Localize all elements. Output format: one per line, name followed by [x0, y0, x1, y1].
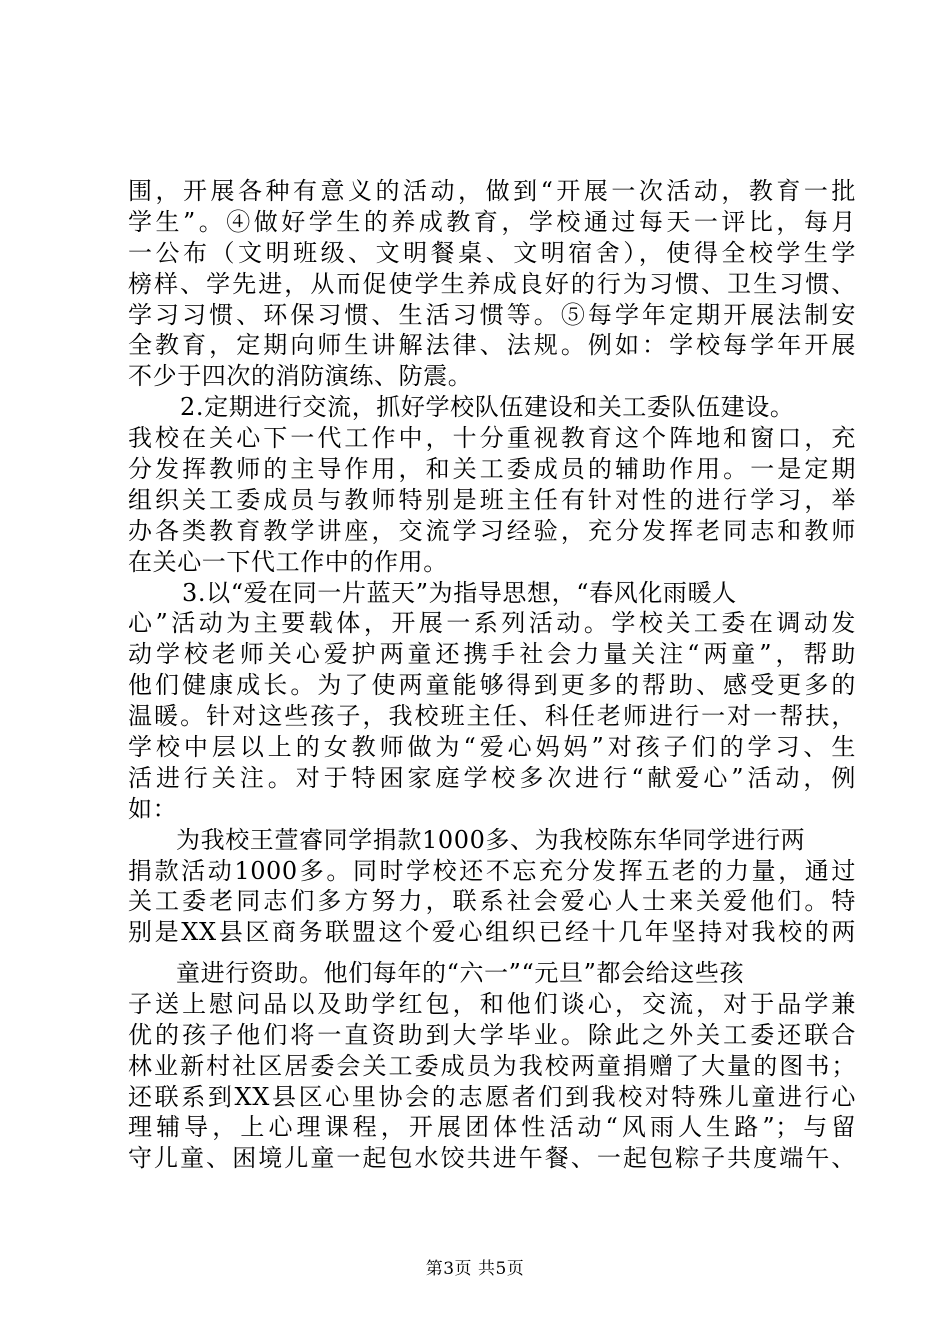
- text-line: 关工委老同志们多方努力，联系社会爱心人士来关爱他们。特: [128, 887, 856, 916]
- text-line: 学习习惯、环保习惯、生活习惯等。⑤每学年定期开展法制安: [128, 300, 856, 329]
- text-line: 全教育，定期向师生讲解法律、法规。例如：学校每学年开展: [128, 331, 856, 360]
- text-line: 动学校老师关心爱护两童还携手社会力量关注“两童”，帮助: [128, 640, 856, 669]
- text-line: 在关心一下代工作中的作用。: [128, 547, 448, 576]
- text-line: 如：: [128, 794, 178, 823]
- text-line: 理辅导，上心理课程，开展团体性活动“风雨人生路”；与留: [128, 1113, 856, 1142]
- text-line: 子送上慰问品以及助学红包，和他们谈心，交流，对于品学兼: [128, 989, 856, 1018]
- text-line: 一公布（文明班级、文明餐桌、文明宿舍），使得全校学生学: [128, 238, 856, 267]
- text-line-paragraph-start: 为我校王萱睿同学捐款1000多、为我校陈东华同学进行两: [176, 825, 806, 854]
- text-line: 学生”。④做好学生的养成教育，学校通过每天一评比，每月: [128, 207, 856, 236]
- page-number-footer: 第3页 共5页: [425, 1259, 525, 1279]
- text-line: 活进行关注。对于特困家庭学校多次进行“献爱心”活动，例: [128, 763, 856, 792]
- text-line: 守儿童、困境儿童一起包水饺共进午餐、一起包粽子共度端午、: [128, 1144, 856, 1173]
- text-line: 不少于四次的消防演练、防震。: [128, 362, 473, 391]
- text-line-paragraph-start: 童进行资助。他们每年的“六一”“元旦”都会给这些孩: [176, 959, 745, 987]
- text-line: 分发挥教师的主导作用，和关工委成员的辅助作用。一是定期: [128, 455, 856, 484]
- text-line: 组织关工委成员与教师特别是班主任有针对性的进行学习，举: [128, 485, 856, 514]
- text-line: 榜样、学先进，从而促使学生养成良好的行为习惯、卫生习惯、: [128, 269, 856, 298]
- text-line: 我校在关心下一代工作中，十分重视教育这个阵地和窗口，充: [128, 424, 856, 453]
- body-text-upper: [128, 176, 856, 948]
- body-text-lower: [128, 958, 856, 1174]
- text-line: 温暖。针对这些孩子，我校班主任、科任老师进行一对一帮扶，: [128, 702, 856, 731]
- text-line: 学校中层以上的女教师做为“爱心妈妈”对孩子们的学习、生: [128, 733, 856, 762]
- text-line: 林业新村社区居委会关工委成员为我校两童捐赠了大量的图书；: [128, 1051, 856, 1080]
- text-line: 围，开展各种有意义的活动，做到“开展一次活动，教育一批: [128, 177, 856, 205]
- text-line: 优的孩子他们将一直资助到大学毕业。除此之外关工委还联合: [128, 1020, 856, 1049]
- text-line: 心”活动为主要载体，开展一系列活动。学校关工委在调动发: [128, 609, 856, 638]
- text-line-heading: 3.以“爱在同一片蓝天”为指导思想，“春风化雨暖人: [182, 578, 737, 607]
- text-line: 捐款活动1000多。同时学校还不忘充分发挥五老的力量，通过: [128, 856, 856, 885]
- text-line: 别是XX县区商务联盟这个爱心组织已经十几年坚持对我校的两: [128, 918, 856, 947]
- text-line-heading: 2.定期进行交流，抓好学校队伍建设和关工委队伍建设。: [180, 393, 795, 422]
- text-line: 办各类教育教学讲座，交流学习经验，充分发挥老同志和教师: [128, 516, 856, 545]
- text-line: 还联系到XX县区心里协会的志愿者们到我校对特殊儿童进行心: [128, 1082, 856, 1111]
- text-line: 他们健康成长。为了使两童能够得到更多的帮助、感受更多的: [128, 671, 856, 700]
